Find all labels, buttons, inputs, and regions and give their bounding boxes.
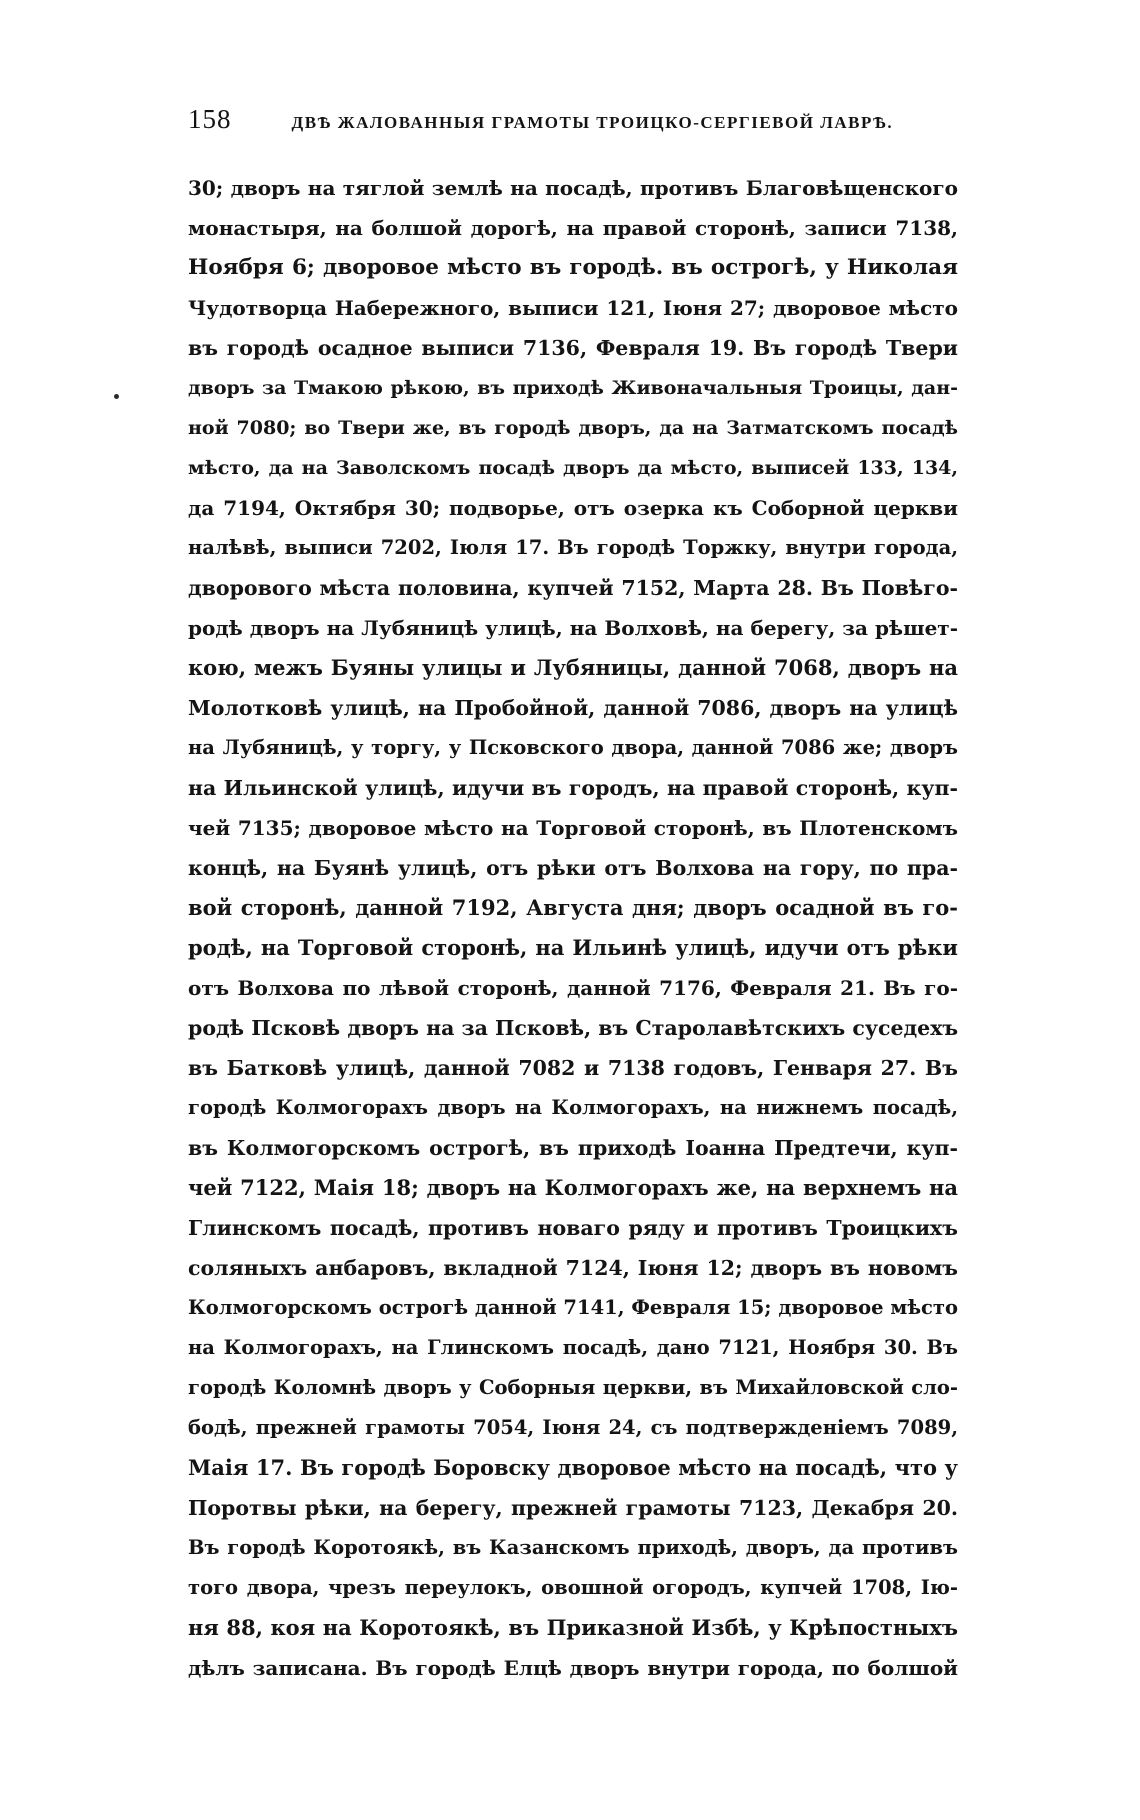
text-line: монастыря, на болшой дорогѣ, на правой сторонѣ, записи 7138, xyxy=(188,216,958,240)
text-line: Колмогорскомъ острогѣ данной 7141, Февраля 15; дворовое мѣсто xyxy=(188,1296,958,1319)
page-header xyxy=(188,104,958,144)
text-line: ня 88, коя на Коротоякѣ, въ Приказной Избѣ, у Крѣпостныхъ xyxy=(188,1615,958,1640)
running-title: ДВѢ ЖАЛОВАННЫЯ ГРАМОТЫ ТРОИЦКО-СЕРГІЕВОЙ ЛАВРѢ. xyxy=(291,113,894,132)
text-line: въ Колмогорскомъ острогѣ, въ приходѣ Іоанна Предтечи, куп- xyxy=(188,1136,958,1160)
text-line: кою, межъ Буяны улицы и Лубяницы, данной 7068, дворъ на xyxy=(188,655,958,680)
text-line: отъ Волхова по лѣвой сторонѣ, данной 7176, Февраля 21. Въ го- xyxy=(188,976,958,1000)
text-line: соляныхъ анбаровъ, вкладной 7124, Іюня 12; дворъ въ новомъ xyxy=(188,1256,958,1280)
text-line: Чудотворца Набережного, выписи 121, Іюня 27; дворовое мѣсто xyxy=(188,296,958,320)
text-line: чей 7135; дворовое мѣсто на Торговой сторонѣ, въ Плотенскомъ xyxy=(188,816,958,840)
text-line: Молотковѣ улицѣ, на Пробойной, данной 7086, дворъ на улицѣ xyxy=(188,696,958,720)
text-line: концѣ, на Буянѣ улицѣ, отъ рѣки отъ Волхова на гору, по пра- xyxy=(188,856,958,880)
text-line: родѣ Псковѣ дворъ на за Псковѣ, въ Старолавѣтскихъ суседехъ xyxy=(188,1016,958,1040)
text-line: на Ильинской улицѣ, идучи въ городъ, на правой сторонѣ, куп- xyxy=(188,776,958,800)
text-line: Глинскомъ посадѣ, противъ новаго ряду и противъ Троицкихъ xyxy=(188,1216,958,1240)
text-line: на Лубяницѣ, у торгу, у Псковского двора, данной 7086 же; дворъ xyxy=(188,736,958,759)
text-line: городѣ Коломнѣ дворъ у Соборныя церкви, въ Михайловской сло- xyxy=(188,1376,958,1399)
text-line: 30; дворъ на тяглой землѣ на посадѣ, противъ Благовѣщенского xyxy=(188,176,958,200)
text-line: бодѣ, прежней грамоты 7054, Іюня 24, съ подтвержденіемъ 7089, xyxy=(188,1416,958,1439)
text-line: въ городѣ осадное выписи 7136, Февраля 19. Въ городѣ Твери xyxy=(188,336,958,360)
text-line: дворового мѣста половина, купчей 7152, Марта 28. Въ Повѣго- xyxy=(188,576,958,600)
text-line: того двора, чрезъ переулокъ, овошной огородъ, купчей 1708, Ію- xyxy=(188,1576,958,1599)
text-line: вой сторонѣ, данной 7192, Августа дня; дворъ осадной въ го- xyxy=(188,895,958,920)
text-line: на Колмогорахъ, на Глинскомъ посадѣ, дано 7121, Ноября 30. Въ xyxy=(188,1336,958,1359)
text-line: родѣ дворъ на Лубяницѣ улицѣ, на Волховѣ, на берегу, за рѣшет- xyxy=(188,616,958,640)
text-line: дворъ за Тмакою рѣкою, въ приходѣ Живоначальныя Троицы, дан- xyxy=(188,377,958,399)
body-text xyxy=(188,168,958,1688)
text-line: налѣвѣ, выписи 7202, Іюля 17. Въ городѣ Торжку, внутри города, xyxy=(188,536,958,559)
text-line: мѣсто, да на Заволскомъ посадѣ дворъ да мѣсто, выписей 133, 134, xyxy=(188,457,958,479)
text-line: ной 7080; во Твери же, въ городѣ дворъ, да на Затматскомъ посадѣ xyxy=(188,417,958,439)
text-line: чей 7122, Маія 18; дворъ на Колмогорахъ же, на верхнемъ на xyxy=(188,1175,958,1200)
text-line: Маія 17. Въ городѣ Боровску дворовое мѣсто на посадѣ, что у xyxy=(188,1455,958,1480)
text-line: дѣлъ записана. Въ городѣ Елцѣ дворъ внутри города, по болшой xyxy=(188,1656,958,1680)
text-line: Въ городѣ Коротоякѣ, въ Казанскомъ приходѣ, дворъ, да противъ xyxy=(188,1536,958,1559)
page-number: 158 xyxy=(188,104,232,134)
text-line: въ Батковѣ улицѣ, данной 7082 и 7138 годовъ, Генваря 27. Въ xyxy=(188,1056,958,1080)
text-line: городѣ Колмогорахъ дворъ на Колмогорахъ, на нижнемъ посадѣ, xyxy=(188,1096,958,1119)
text-line: Поротвы рѣки, на берегу, прежней грамоты 7123, Декабря 20. xyxy=(188,1496,958,1520)
text-line: да 7194, Октября 30; подворье, отъ озерка къ Соборной церкви xyxy=(188,496,958,520)
margin-speck xyxy=(114,394,119,399)
text-line: Ноября 6; дворовое мѣсто въ городѣ. въ острогѣ, у Николая xyxy=(188,255,958,280)
text-line: родѣ, на Торговой сторонѣ, на Ильинѣ улицѣ, идучи отъ рѣки xyxy=(188,935,958,960)
